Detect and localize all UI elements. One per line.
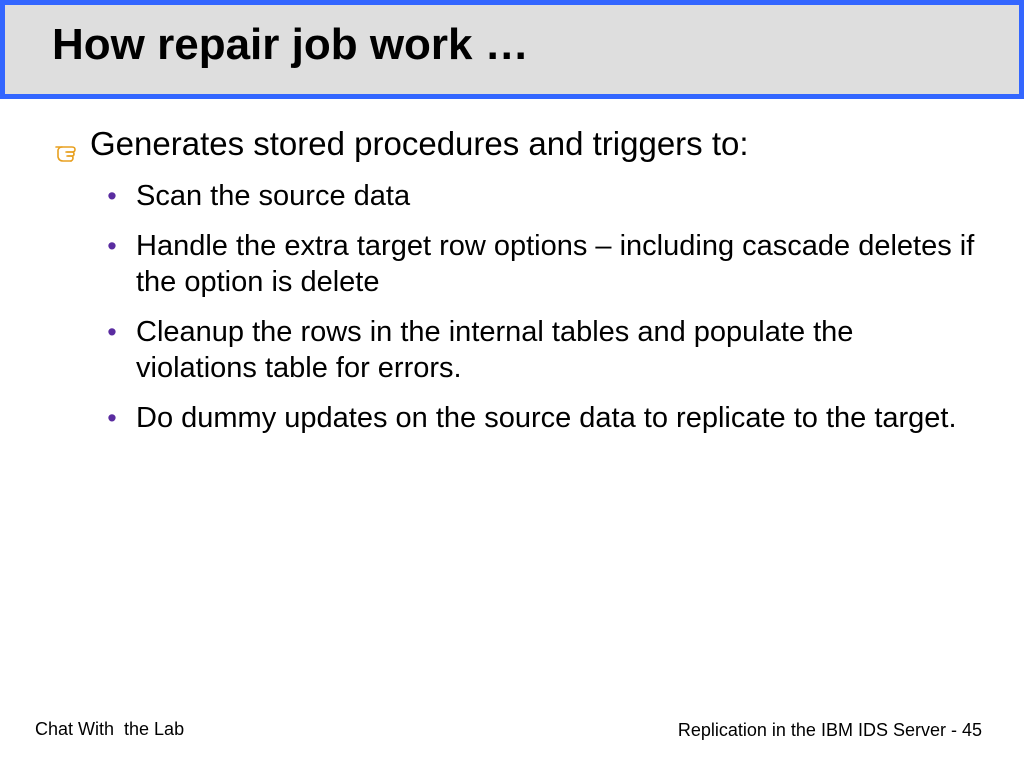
title-bar bbox=[0, 0, 1024, 99]
main-bullet-point bbox=[52, 124, 992, 164]
title-panel bbox=[5, 5, 1019, 94]
sub-bullet-item bbox=[102, 314, 982, 386]
sub-bullet-list bbox=[102, 178, 982, 436]
main-bullet-text: Generates stored procedures and triggers to: bbox=[90, 125, 749, 162]
bullet-dot: • bbox=[107, 231, 117, 261]
bullet-dot: • bbox=[107, 181, 117, 211]
sub-bullet-item bbox=[102, 400, 982, 436]
bullet-dot: • bbox=[107, 317, 117, 347]
bullet-dot: • bbox=[107, 403, 117, 433]
footer-left-text: Chat With the Lab bbox=[35, 719, 185, 739]
sub-bullet-text: Scan the source data bbox=[136, 180, 411, 212]
sub-bullet-item bbox=[102, 228, 982, 300]
sub-bullet-text: Handle the extra target row options – including cascade deletes if the option is delete bbox=[136, 230, 975, 298]
slide-content bbox=[52, 124, 992, 450]
footer-page-label: Replication in the IBM IDS Server - 45 bbox=[677, 720, 982, 740]
sub-bullet-text: Do dummy updates on the source data to replicate to the target. bbox=[136, 402, 957, 434]
slide-title: How repair job work … bbox=[52, 20, 529, 69]
sub-bullet-text: Cleanup the rows in the internal tables and populate the violations table for errors. bbox=[136, 316, 854, 384]
pointing-hand-icon bbox=[54, 132, 86, 156]
sub-bullet-item bbox=[102, 178, 982, 214]
